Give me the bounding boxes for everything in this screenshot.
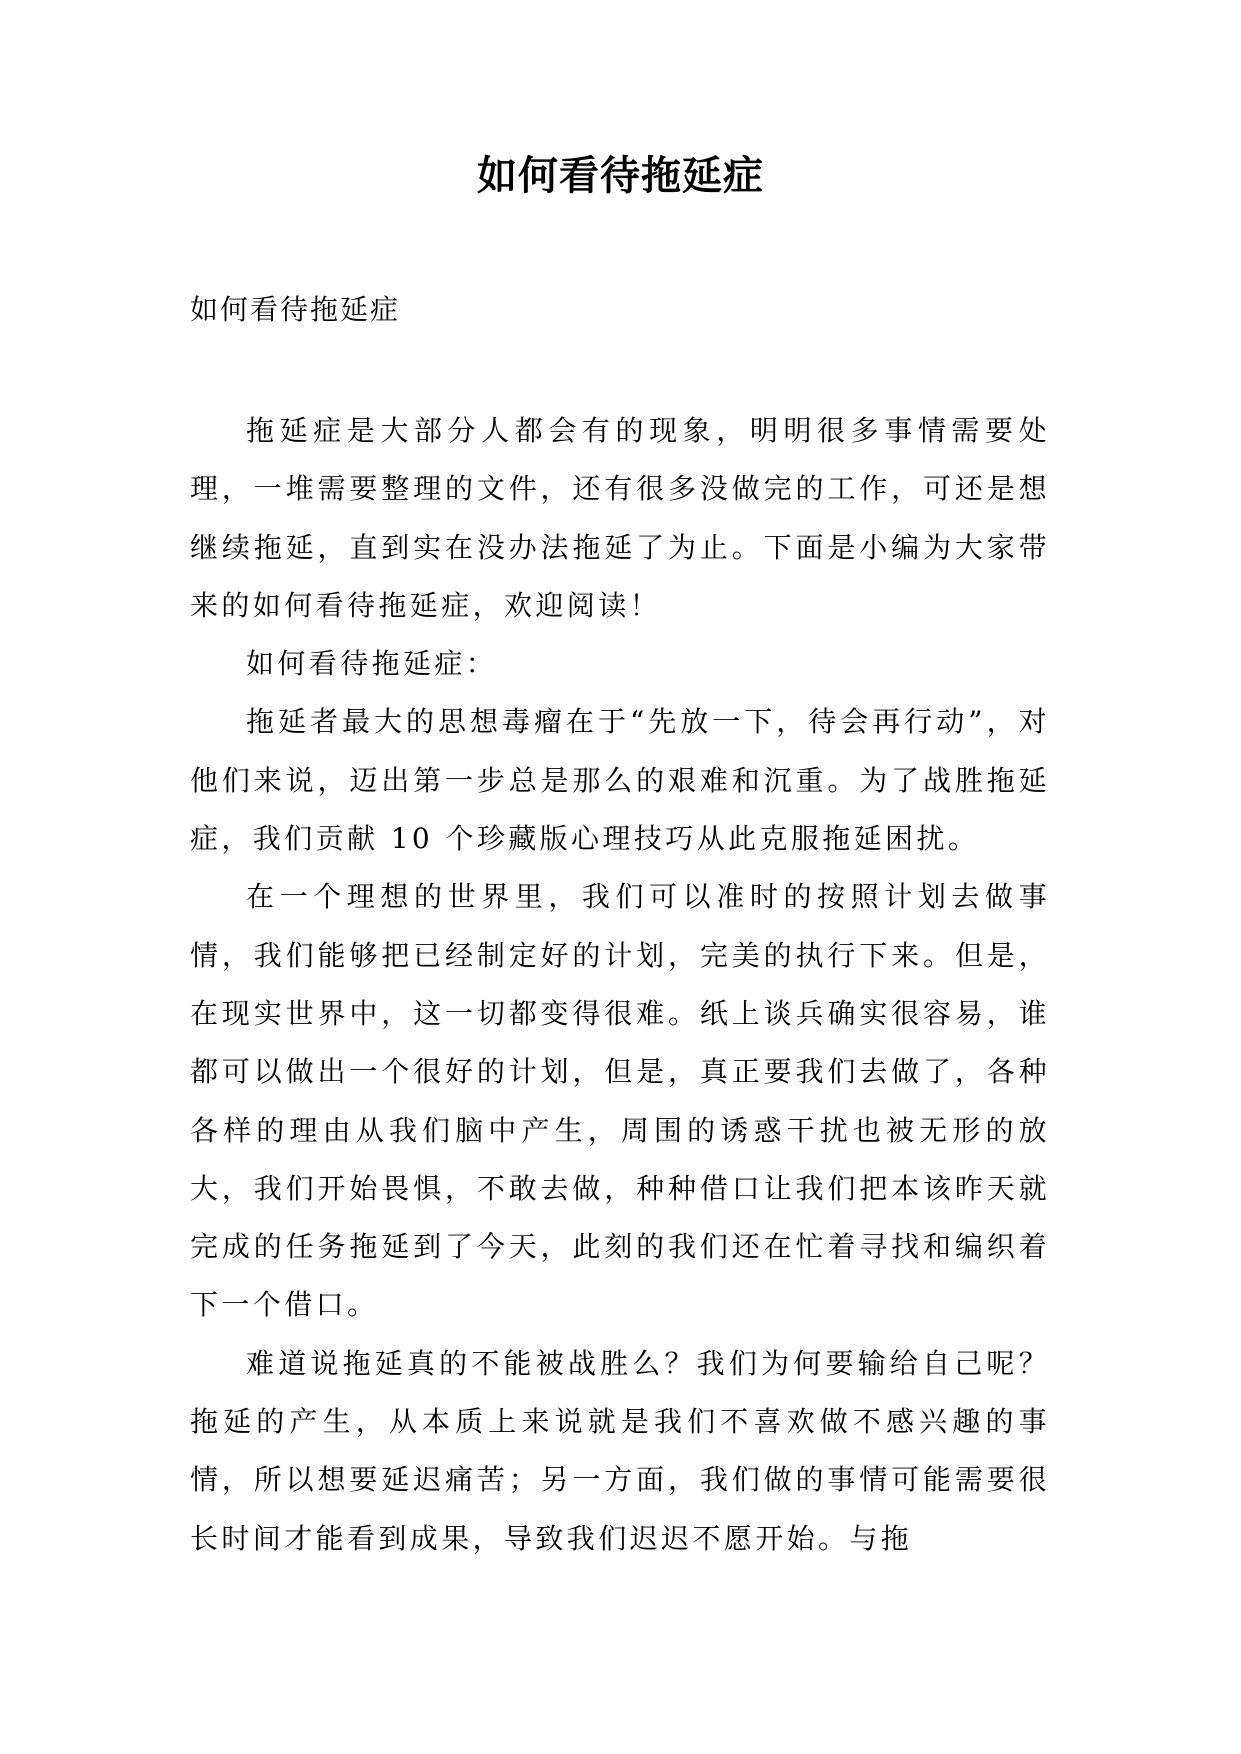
document-subtitle: 如何看待拖延症	[190, 293, 401, 326]
document-body	[190, 402, 1050, 1568]
paragraph-heading: 如何看待拖延症：	[246, 647, 498, 681]
document-title: 如何看待拖延症	[477, 152, 764, 199]
paragraph-ideal-world: 在一个理想的世界里，我们可以准时的按照计划去做事情，我们能够把已经制定好的计划，完美的执行下来。但是，在现实世界中，这一切都变得很难。纸上谈兵确实很容易，谁都可以做出一个很好的计划，但是，真正要我们去做了，各种各样的理由从我们脑中产生，周围的诱惑干扰也被无形的放大，我们开始畏惧，不敢去做，种种借口让我们把本该昨天就完成的任务拖延到了今天，此刻的我们还在忙着寻找和编织着下一个借口。	[190, 880, 1050, 1322]
paragraph-defeat: 难道说拖延真的不能被战胜么？我们为何要输给自己呢？拖延的产生，从本质上来说就是我们不喜欢做不感兴趣的事情，所以想要延迟痛苦；另一方面，我们做的事情可能需要很长时间才能看到成果，导致我们迟迟不愿开始。与拖	[190, 1346, 1050, 1555]
paragraph-intro: 拖延症是大部分人都会有的现象，明明很多事情需要处理，一堆需要整理的文件，还有很多没做完的工作，可还是想继续拖延，直到实在没办法拖延了为止。下面是小编为大家带来的如何看待拖延症，欢迎阅读！	[190, 414, 1050, 622]
paragraph-thought: 拖延者最大的思想毒瘤在于“先放一下，待会再行动”，对他们来说，迈出第一步总是那么的艰难和沉重。为了战胜拖延症，我们贡献 10 个珍藏版心理技巧从此克服拖延困扰。	[190, 705, 1050, 856]
